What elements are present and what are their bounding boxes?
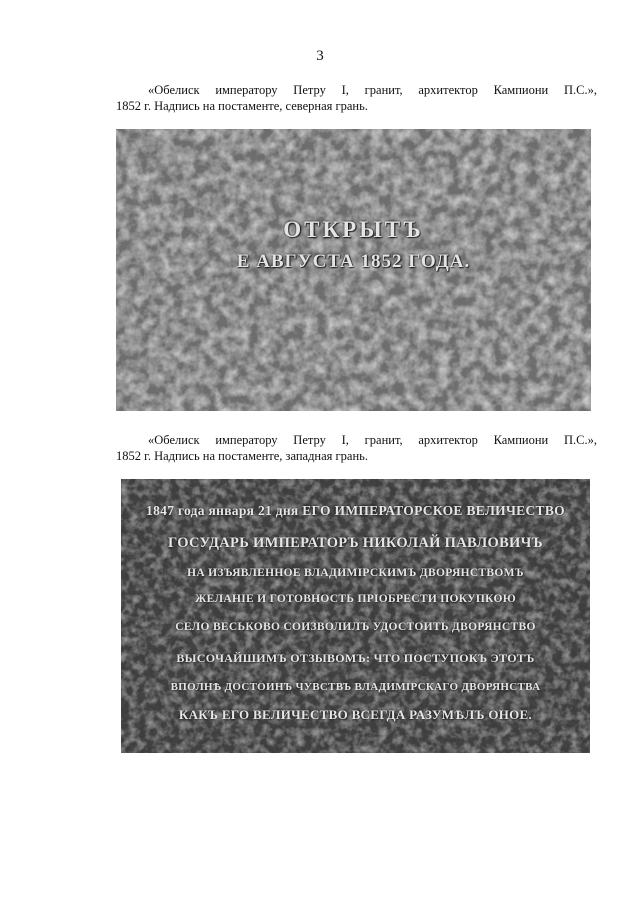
west-inscription-line-7: ВПОЛНѢ ДОСТОИНЪ ЧУВСТВЪ ВЛАДИМІРСКАГО ДВОРЯНСТВА xyxy=(170,681,541,693)
caption-west-line-2: 1852 г. Надпись на постаменте, западная грань. xyxy=(116,449,368,463)
west-inscription-line-6: ВЫСОЧАЙШИМЪ ОТЗЫВОМЪ: ЧТО ПОСТУПОКЪ ЭТОТЪ xyxy=(176,651,535,665)
caption-north-line-1: «Обелиск императору Петру I, гранит, архитектор Кампиони П.С.», xyxy=(148,83,597,97)
caption-west-line-1: «Обелиск императору Петру I, гранит, архитектор Кампиони П.С.», xyxy=(148,433,597,447)
west-inscription-line-8: КАКЪ ЕГО ВЕЛИЧЕСТВО ВСЕГДА РАЗУМѢЛЪ ОНОЕ. xyxy=(178,707,533,722)
caption-north-line-2: 1852 г. Надпись на постаменте, северная грань. xyxy=(116,99,368,113)
caption-west-face xyxy=(116,432,597,464)
west-face-inscription-photo xyxy=(121,479,590,753)
page-number: 3 xyxy=(316,48,324,64)
west-inscription-line-3: НА ИЗЪЯВЛЕННОЕ ВЛАДИМІРСКИМЪ ДВОРЯНСТВОМЪ xyxy=(187,567,524,579)
north-inscription-line-1: ОТКРЫТЪ xyxy=(283,217,424,242)
north-inscription-line-2: Е АВГУСТА 1852 ГОДА. xyxy=(236,251,471,272)
west-inscription-line-1: 1847 года января 21 дня ЕГО ИМПЕРАТОРСКОЕ ВЕЛИЧЕСТВО xyxy=(146,503,565,518)
west-inscription-line-4: ЖЕЛАНІЕ И ГОТОВНОСТЬ ПРІОБРЕСТИ ПОКУПКОЮ xyxy=(195,593,516,605)
west-inscription-line-2: ГОСУДАРЬ ИМПЕРАТОРЪ НИКОЛАЙ ПАВЛОВИЧЪ xyxy=(168,535,543,551)
caption-north-face xyxy=(116,82,597,114)
west-inscription-line-5: СЕЛО ВЕСЬКОВО СОИЗВОЛИЛЪ УДОСТОИТЬ ДВОРЯНСТВО xyxy=(175,621,536,633)
north-face-inscription-photo xyxy=(116,129,591,411)
